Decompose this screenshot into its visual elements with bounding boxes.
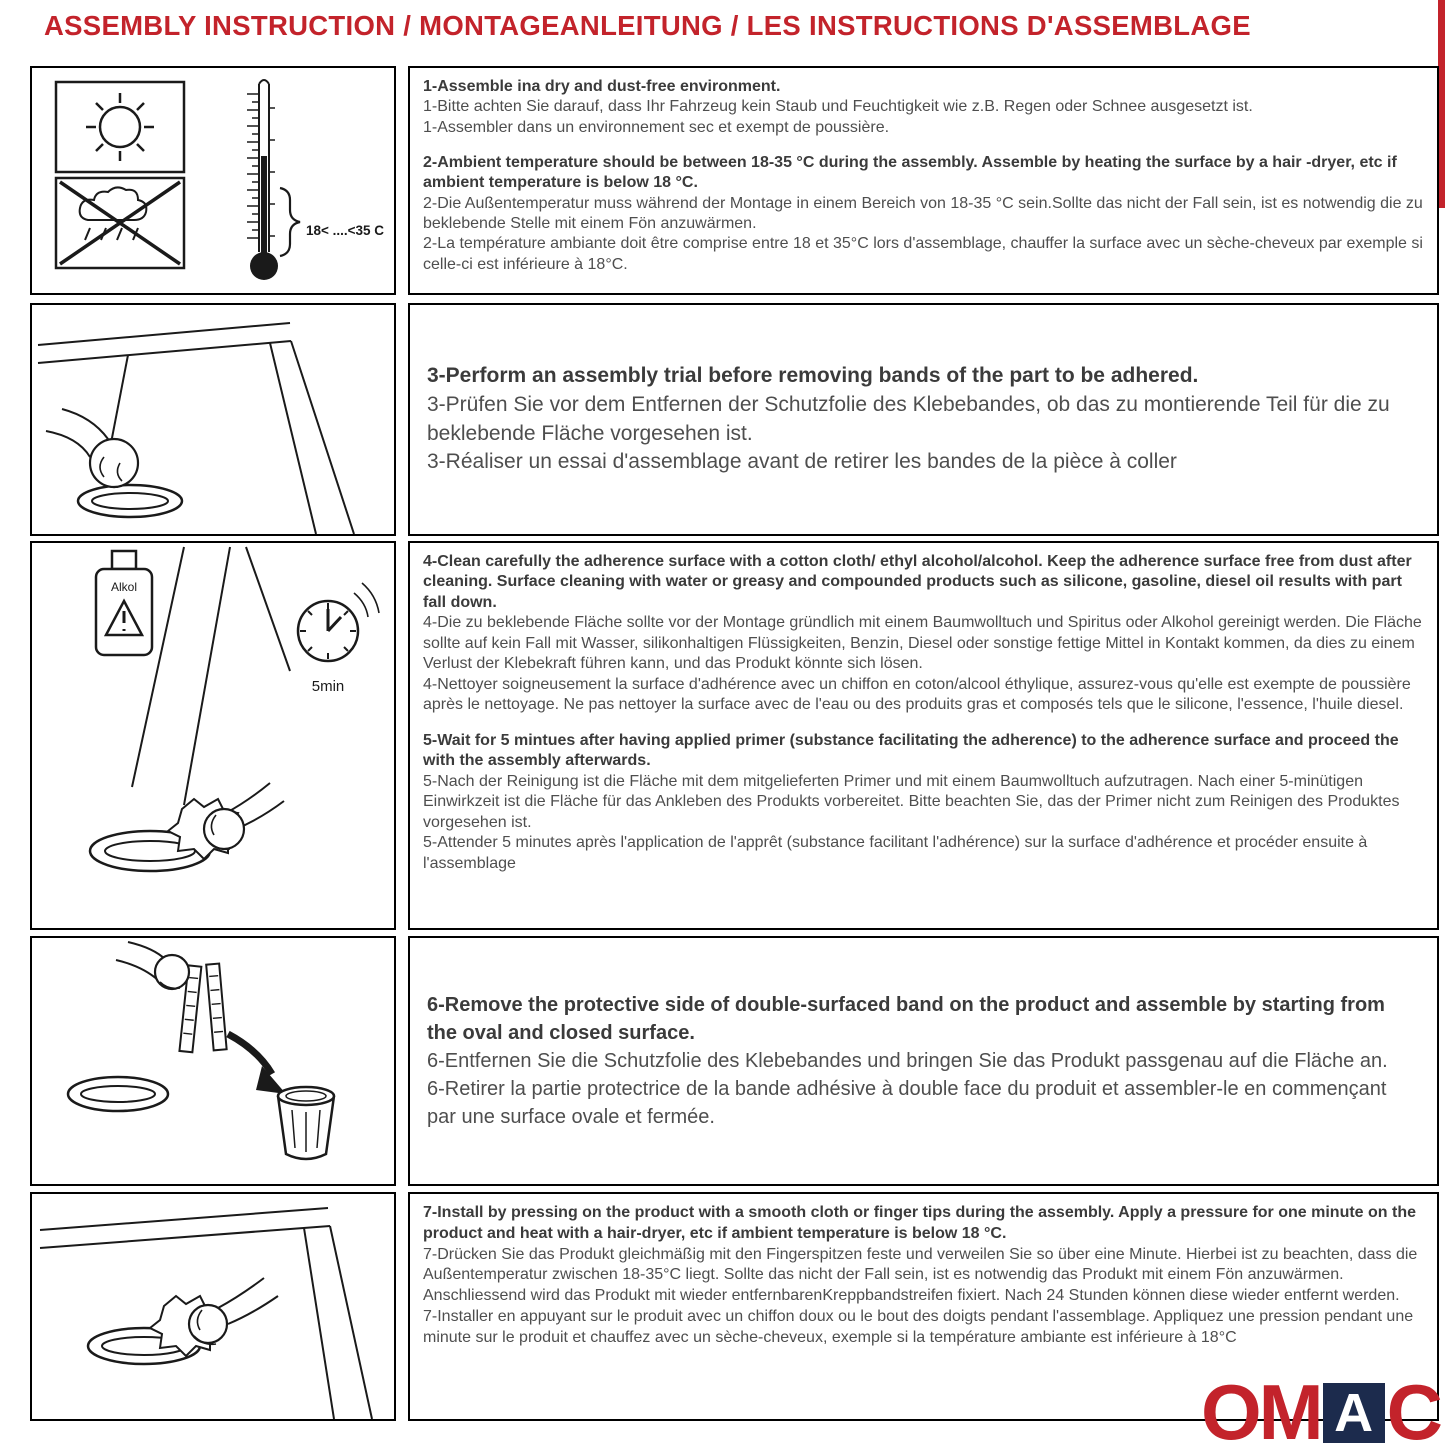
clock-icon bbox=[298, 583, 379, 695]
illustration-cleaning bbox=[30, 541, 396, 930]
wiping-hand-illustration bbox=[90, 783, 284, 871]
instruction-de: 3-Prüfen Sie vor dem Entfernen der Schutzfolie des Klebebandes, ob das zu montierende Teil für die zu beklebende Fläche vorgesehen ist. bbox=[427, 392, 1390, 445]
environment-illustration bbox=[32, 68, 394, 293]
instruction-en: 7-Install by pressing on the product with a smooth cloth or finger tips during the assembly. Apply a pressure for one minute on the product and heat with a hair-dryer, etc if ambient temperature is below 18 °C. bbox=[423, 1204, 1416, 1242]
pressing-hand-illustration bbox=[88, 1278, 278, 1364]
instruction-en: 2-Ambient temperature should be between 18-35 °C during the assembly. Assemble by heating the surface by a hair -dryer, etc if ambient temperature is below 18 °C. bbox=[423, 153, 1397, 192]
illustration-band-removal bbox=[30, 936, 396, 1186]
alcohol-bottle-icon bbox=[96, 551, 152, 655]
instruction-fr: 5-Attender 5 minutes après l'application de l'apprêt (substance facilitant l'adhérence) sur la surface d'adhérence et procéder ensuite à l'assemblage bbox=[423, 834, 1368, 872]
instruction-fr: 6-Retirer la partie protectrice de la bande adhésive à double face du produit et assembler-le en commençant par une surface ovale et fermée. bbox=[427, 1078, 1387, 1128]
arrow-icon bbox=[228, 1034, 286, 1094]
instruction-fr: 3-Réaliser un essai d'assemblage avant de retirer les bandes de la pièce à coller bbox=[427, 450, 1177, 474]
car-panel-lines bbox=[132, 547, 290, 805]
sun-icon bbox=[56, 82, 184, 172]
bottle-label: Alkol bbox=[110, 580, 138, 594]
instruction-fr: 7-Installer en appuyant sur le produit avec un chiffon doux ou le bout des doigts pendant l'assemblage. Appliquez une pression pendant une minute sur le produit et chauffez avec un sèche-cheveux, exemple si la température ambiante est inférieure à 18°C bbox=[423, 1307, 1414, 1346]
instruction-de: 7-Drücken Sie das Produkt gleichmäßig mit den Fingerspitzen feste und verweilen Sie so über eine Minute. Hierbei ist zu beachten, dass die Außentemperatur zwischen 18-35°C liegt. Sollte das nicht der Fall sein, ist es notwendig das Produkt mit einem Fön anzuwärmen. Anschliessend wird das Produkt mit wieder entfernbarenKreppbandstreifen fixiert. Nach 24 Stunden können diese wieder entfernt werden. bbox=[423, 1245, 1418, 1305]
instructions-step-4-5 bbox=[408, 541, 1439, 930]
instructions-step-6 bbox=[408, 936, 1439, 1186]
instructions-step-3 bbox=[408, 303, 1439, 536]
cleaning-illustration bbox=[32, 543, 394, 928]
instruction-de: 4-Die zu beklebende Fläche sollte vor der Montage gründlich mit einem Baumwolltuch und Spiritus oder Alkohol gereinigt werden. Die Fläche sollte auf kein Fall mit Wasser, silikonhaltigen Flüssigkeiten, Benzin, Diesel oder sonstige fettige Mittel in Kontakt kommen, da dies zu einem Verlust der Klebekraft führen kann, und das Produkt könnte sich lösen. bbox=[423, 614, 1422, 673]
tape-strips-illustration bbox=[68, 942, 227, 1111]
instruction-fr: 4-Nettoyer soigneusement la surface d'adhérence avec un chiffon en coton/alcool éthylique, assurez-vous qu'elle est exempte de poussière après le nettoyage. Ne pas nettoyer la surface avec de l'eau ou des produits gras et composés tels que le silicone, l'essence, l'huile diesel. bbox=[423, 675, 1411, 714]
red-edge-bar bbox=[1438, 0, 1445, 208]
omac-logo bbox=[1201, 1368, 1440, 1456]
illustration-environment bbox=[30, 66, 396, 295]
illustration-assembly-trial bbox=[30, 303, 396, 536]
band-removal-illustration bbox=[32, 938, 394, 1184]
assembly-trial-illustration bbox=[32, 305, 394, 534]
instruction-en: 1-Assemble ina dry and dust-free environment. bbox=[423, 78, 781, 95]
instruction-en: 4-Clean carefully the adherence surface with a cotton cloth/ ethyl alcohol/alcohol. Keep the adherence surface free from dust after cleaning. Surface cleaning with water or greasy and compounded products such as silicone, gasoline, diesel oil results with part fall down. bbox=[423, 553, 1412, 611]
instruction-en: 3-Perform an assembly trial before removing bands of the part to be adhered. bbox=[427, 363, 1199, 387]
instruction-fr: 1-Assembler dans un environnement sec et exempt de poussière. bbox=[423, 118, 890, 136]
logo-letter-a-tile: A bbox=[1323, 1383, 1385, 1443]
instructions-step-1-2 bbox=[408, 66, 1439, 295]
instruction-en: 6-Remove the protective side of double-surfaced band on the product and assemble by starting from the oval and closed surface. bbox=[427, 994, 1385, 1044]
instruction-en: 5-Wait for 5 mintues after having applied primer (substance facilitating the adherence) to the adherence surface and proceed the with the assembly afterwards. bbox=[423, 731, 1399, 770]
thermometer-range-label: 18< ....<35 C bbox=[306, 223, 385, 238]
clock-duration-label: 5min bbox=[311, 678, 345, 695]
trash-bin-icon bbox=[278, 1087, 334, 1159]
illustration-pressing bbox=[30, 1192, 396, 1421]
no-rain-icon bbox=[56, 178, 184, 268]
instruction-fr: 2-La température ambiante doit être comprise entre 18 et 35°C lors d'assemblage, chauffer la surface avec un sèche-cheveux par exemple si celle-ci est inférieure à 18°C. bbox=[423, 235, 1423, 273]
pressing-illustration bbox=[32, 1194, 394, 1419]
instruction-de: 6-Entfernen Sie die Schutzfolie des Klebebandes und bringen Sie das Produkt passgenau auf die Fläche an. bbox=[427, 1050, 1388, 1072]
logo-letter-c: C bbox=[1386, 1368, 1440, 1456]
thermometer-icon bbox=[247, 80, 384, 280]
logo-letters-om: OM bbox=[1201, 1368, 1321, 1456]
instruction-de: 5-Nach der Reinigung ist die Fläche mit dem mitgelieferten Primer und mit einem Baumwolltuch aufzutragen. Nach einer 5-minütigen Einwirkzeit ist die Fläche für das Ankleben des Produkts vorbereitet. Bitte beachten Sie, das der Primer nicht zum Reinigen des Produktes vorgesehen ist. bbox=[423, 772, 1400, 831]
instruction-de: 1-Bitte achten Sie darauf, dass Ihr Fahrzeug kein Staub und Feuchtigkeit wie z.B. Regen oder Schnee ausgesetzt ist. bbox=[423, 98, 1253, 116]
instruction-de: 2-Die Außentemperatur muss während der Montage in einem Bereich von 18-35 °C sein.Sollte das nicht der Fall sein, ist es notwendig die zu beklebende Stelle mit einem Fön anzuwärmen. bbox=[423, 194, 1423, 232]
page-title: ASSEMBLY INSTRUCTION / MONTAGEANLEITUNG / LES INSTRUCTIONS D'ASSEMBLAGE bbox=[44, 10, 1251, 41]
